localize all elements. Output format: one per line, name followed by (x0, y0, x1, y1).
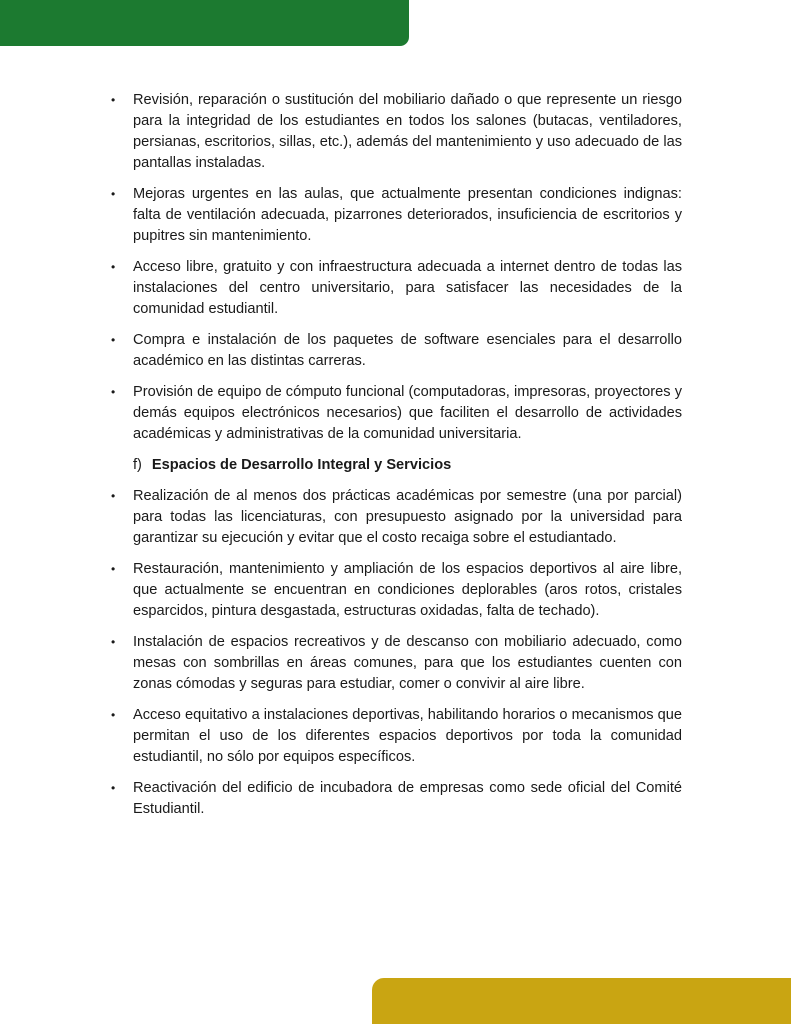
list-item-text: Acceso libre, gratuito y con infraestructura adecuada a internet dentro de todas las instalaciones del centro universitario, para satisfacer las necesidades de la comunidad estudiantil. (133, 259, 682, 317)
list-item (108, 778, 682, 820)
bullet-icon: • (111, 385, 116, 399)
list-item (108, 632, 682, 695)
bullet-icon: • (111, 93, 116, 107)
list-item-text: Reactivación del edificio de incubadora de empresas como sede oficial del Comité Estudiantil. (133, 780, 682, 817)
list-item-text: Realización de al menos dos prácticas académicas por semestre (una por parcial) para todas las licenciaturas, con presupuesto asignado por la universidad para garantizar su ejecución y evitar que el costo recaiga sobre el estudiantado. (133, 488, 682, 546)
list-item (108, 330, 682, 372)
list-item-text: Acceso equitativo a instalaciones deportivas, habilitando horarios o mecanismos que permitan el uso de los diferentes espacios deportivos por toda la comunidad estudiantil, no sólo por equipos específicos. (133, 707, 682, 765)
bullet-icon: • (111, 260, 116, 274)
bullet-icon: • (111, 708, 116, 722)
section-heading-f (133, 455, 682, 476)
section-title: Espacios de Desarrollo Integral y Servicios (151, 457, 452, 473)
header-green-band (0, 0, 409, 46)
list-item-text: Revisión, reparación o sustitución del mobiliario dañado o que represente un riesgo para la integridad de los estudiantes en todos los salones (butacas, ventiladores, persianas, escritorios, sillas, etc.), además del mantenimiento y uso adecuado de las pantallas instaladas. (133, 92, 682, 171)
list-item-text: Compra e instalación de los paquetes de software esenciales para el desarrollo académico en las distintas carreras. (133, 332, 682, 369)
bullet-icon: • (111, 333, 116, 347)
list-item-text: Instalación de espacios recreativos y de descanso con mobiliario adecuado, como mesas con sombrillas en áreas comunes, para que los estudiantes cuenten con zonas cómodas y seguras para estudiar, comer o convivir al aire libre. (133, 634, 682, 692)
list-item (108, 257, 682, 320)
list-item (108, 559, 682, 622)
list-item-text: Provisión de equipo de cómputo funcional (computadoras, impresoras, proyectores y demás equipos electrónicos necesarios) que faciliten el desarrollo de actividades académicas y administrativas de la comunidad universitaria. (133, 384, 682, 442)
list-item (108, 90, 682, 174)
bullet-icon: • (111, 562, 116, 576)
bullet-list-infrastructure (108, 90, 682, 445)
footer-gold-band (372, 978, 791, 1024)
list-item (108, 184, 682, 247)
bullet-icon: • (111, 489, 116, 503)
bullet-list-services (108, 486, 682, 820)
section-letter: f) (133, 457, 142, 473)
list-item (108, 486, 682, 549)
bullet-icon: • (111, 781, 116, 795)
list-item-text: Restauración, mantenimiento y ampliación de los espacios deportivos al aire libre, que actualmente se encuentran en condiciones deplorables (aros rotos, cristales esparcidos, pintura desgastada, estructuras oxidadas, falta de techado). (133, 561, 682, 619)
list-item (108, 705, 682, 768)
list-item-text: Mejoras urgentes en las aulas, que actualmente presentan condiciones indignas: falta de ventilación adecuada, pizarrones deteriorados, insuficiencia de escritorios y pupitres sin mantenimiento. (133, 186, 682, 244)
document-body (108, 90, 682, 830)
list-item (108, 382, 682, 445)
bullet-icon: • (111, 635, 116, 649)
bullet-icon: • (111, 187, 116, 201)
